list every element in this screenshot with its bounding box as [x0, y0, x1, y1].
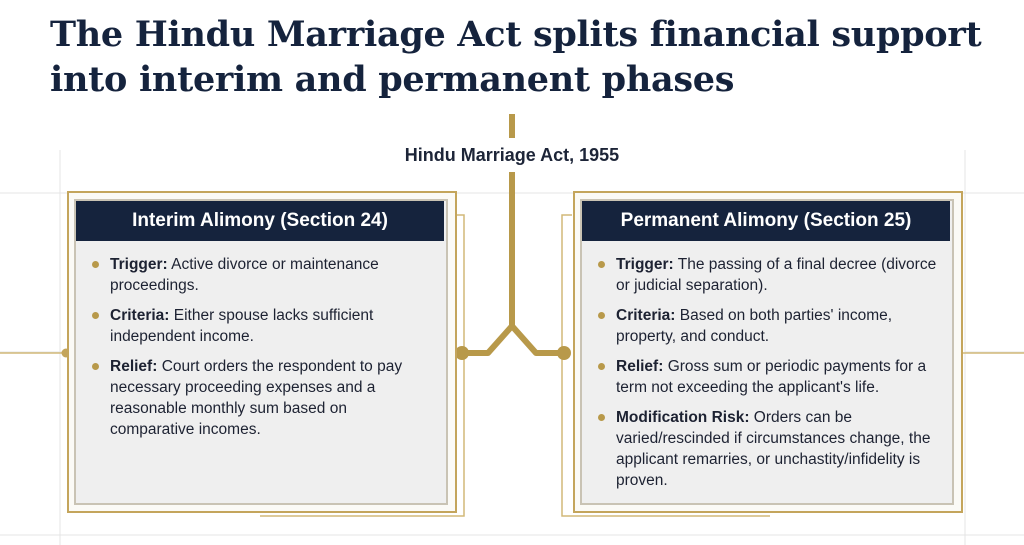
list-item: Modification Risk: Orders can be varied/rescinded if circumstances change, the applicant remarries, or unchastity/infidelity is proven.: [594, 407, 939, 491]
list-item: Relief: Court orders the respondent to pay necessary proceeding expenses and a reasonable monthly sum based on comparative incomes.: [88, 356, 433, 440]
bullet-dot: [92, 363, 99, 370]
hub-label: Hindu Marriage Act, 1955: [404, 145, 620, 165]
list-item: Relief: Gross sum or periodic payments for a term not exceeding the applicant's life.: [594, 356, 939, 398]
trunk-stem: [509, 172, 515, 328]
trunk-top: [509, 114, 515, 138]
list-item: Trigger: The passing of a final decree (divorce or judicial separation).: [594, 254, 939, 296]
trunk-branches: [462, 326, 564, 353]
list-item: Criteria: Either spouse lacks sufficient independent income.: [88, 305, 433, 347]
list-item: Trigger: Active divorce or maintenance proceedings.: [88, 254, 433, 296]
left-branch-node: [455, 346, 469, 360]
bullet-dot: [92, 312, 99, 319]
permanent-item-list: [594, 254, 939, 500]
interim-panel-heading: Interim Alimony (Section 24): [76, 201, 444, 241]
right-branch-node: [557, 346, 571, 360]
bullet-dot: [598, 312, 605, 319]
list-item: Criteria: Based on both parties' income, property, and conduct.: [594, 305, 939, 347]
bullet-dot: [92, 261, 99, 268]
bullet-dot: [598, 261, 605, 268]
title-line-2: into interim and permanent phases: [50, 59, 735, 100]
title-line-1: The Hindu Marriage Act splits financial support: [50, 14, 982, 55]
bullet-dot: [598, 363, 605, 370]
interim-item-list: [88, 254, 433, 449]
bullet-dot: [598, 414, 605, 421]
permanent-panel-heading: Permanent Alimony (Section 25): [582, 201, 950, 241]
